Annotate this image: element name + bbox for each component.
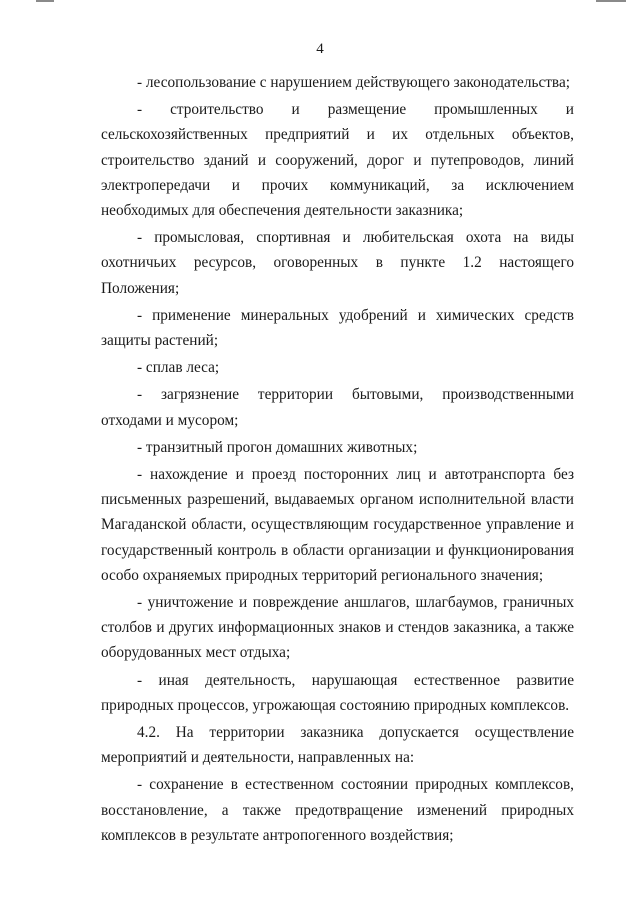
page-number: 4 [316,41,324,57]
list-item-preservation: - сохранение в естественном состоянии природных комплексов, восстановление, а также предотвращение изменений природных комплексов в результате антропогенного воздействия; [101,776,574,844]
list-item-unauthorized-access: - нахождение и проезд посторонних лиц и автотранспорта без письменных разрешений, выдаваемых органом исполнительной власти Магаданской области, осуществляющим государственное управление и государственный контроль в области организации и функционирования особо охраняемых природных территорий регионального значения; [101,466,574,584]
list-item-forest-use: - лесопользование с нарушением действующего законодательства; [137,74,570,91]
list-item-hunting: - промысловая, спортивная и любительская охота на виды охотничьих ресурсов, оговоренных в пункте 1.2 настоящего Положения; [101,229,574,297]
list-item-construction: - строительство и размещение промышленных и сельскохозяйственных предприятий и их отдельных объектов, строительство зданий и сооружений, дорог и путепроводов, линий электропередачи и прочих коммуникаций, за исключением необходимых для обеспечения деятельности заказника; [101,101,574,220]
scan-edge-mark-right [596,0,626,2]
document-body [101,70,574,848]
list-item-other-activity: - иная деятельность, нарушающая естественное развитие природных процессов, угрожающая состоянию природных комплексов. [101,671,574,714]
section-4-2-heading: 4.2. На территории заказника допускается осуществление мероприятий и деятельности, направленных на: [101,724,574,767]
scan-edge-mark-left [36,0,54,2]
list-item-fertilizers: - применение минеральных удобрений и химических средств защиты растений; [101,306,574,350]
list-item-livestock-transit: - транзитный прогон домашних животных; [137,438,418,456]
list-item-pollution: - загрязнение территории бытовыми, производственными отходами и мусором; [101,386,574,429]
list-item-sign-damage: - уничтожение и повреждение аншлагов, шлагбаумов, граничных столбов и других информационных знаков и стендов заказника, а также оборудованных мест отдыха; [101,594,574,662]
list-item-timber-rafting: - сплав леса; [137,359,220,377]
